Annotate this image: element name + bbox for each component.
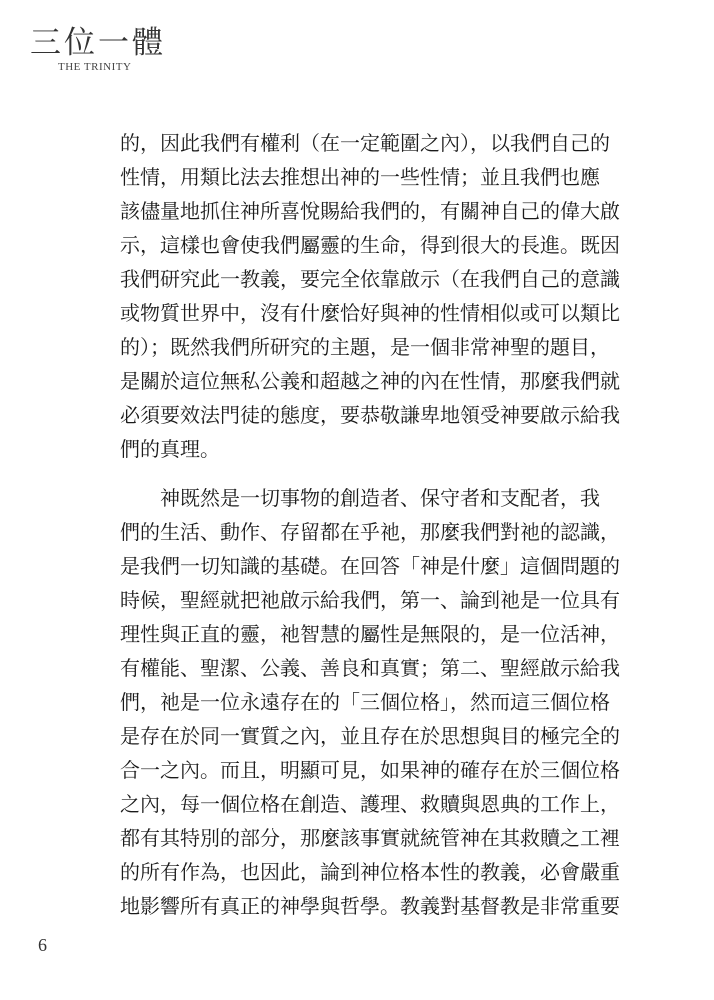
text-line: 是關於這位無私公義和超越之神的內在性情，那麼我們就 [120,369,620,393]
text-line: 我們研究此一教義，要完全依靠啟示（在我們自己的意識 [120,267,620,291]
text-line: 性情，用類比法去推想出神的一些性情；並且我們也應 [120,165,600,189]
text-line: 有權能、聖潔、公義、善良和真實；第二、聖經啟示給我 [120,656,620,680]
running-header [30,24,190,80]
text-line: 合一之內。而且，明顯可見，如果神的確存在於三個位格 [120,758,620,782]
text-line: 的）；既然我們所研究的主題，是一個非常神聖的題目， [120,335,610,359]
text-line: 該儘量地抓住神所喜悅賜給我們的，有關神自己的偉大啟 [120,199,620,223]
book-title: 三位一體 [30,25,166,61]
paragraph-2 [120,481,620,923]
text-line: 是我們一切知識的基礎。在回答「神是什麼」這個問題的 [120,554,620,578]
page-number: 6 [38,935,47,955]
text-line: 的所有作為，也因此，論到神位格本性的教義，必會嚴重 [120,860,620,884]
text-line: 都有其特別的部分，那麼該事實就統管神在其救贖之工裡 [120,826,620,850]
text-line: 之內，每一個位格在創造、護理、救贖與恩典的工作上， [120,792,620,816]
book-subtitle: THE TRINITY [58,61,132,73]
text-line: 神既然是一切事物的創造者、保守者和支配者，我 [120,486,600,510]
text-line: 示，這樣也會使我們屬靈的生命，得到很大的長進。既因 [120,233,620,257]
text-line: 或物質世界中，沒有什麼恰好與神的性情相似或可以類比 [120,301,620,325]
text-line: 們的真理。 [120,437,220,461]
text-line: 必須要效法門徒的態度，要恭敬謙卑地領受神要啟示給我 [120,403,620,427]
text-line: 地影響所有真正的神學與哲學。教義對基督教是非常重要 [120,894,620,918]
text-line: 的，因此我們有權利（在一定範圍之內），以我們自己的 [120,131,610,155]
text-line: 是存在於同一實質之內，並且存在於思想與目的極完全的 [120,724,620,748]
text-line: 理性與正直的靈，祂智慧的屬性是無限的，是一位活神， [120,622,620,646]
paragraph-gap [120,466,600,481]
text-line: 們的生活、動作、存留都在乎祂，那麼我們對祂的認識， [120,520,620,544]
text-line: 時候，聖經就把祂啟示給我們，第一、論到祂是一位具有 [120,588,620,612]
text-line: 們，祂是一位永遠存在的「三個位格」，然而這三個位格 [120,690,610,714]
paragraph-1 [120,126,620,466]
body-text [120,126,620,923]
